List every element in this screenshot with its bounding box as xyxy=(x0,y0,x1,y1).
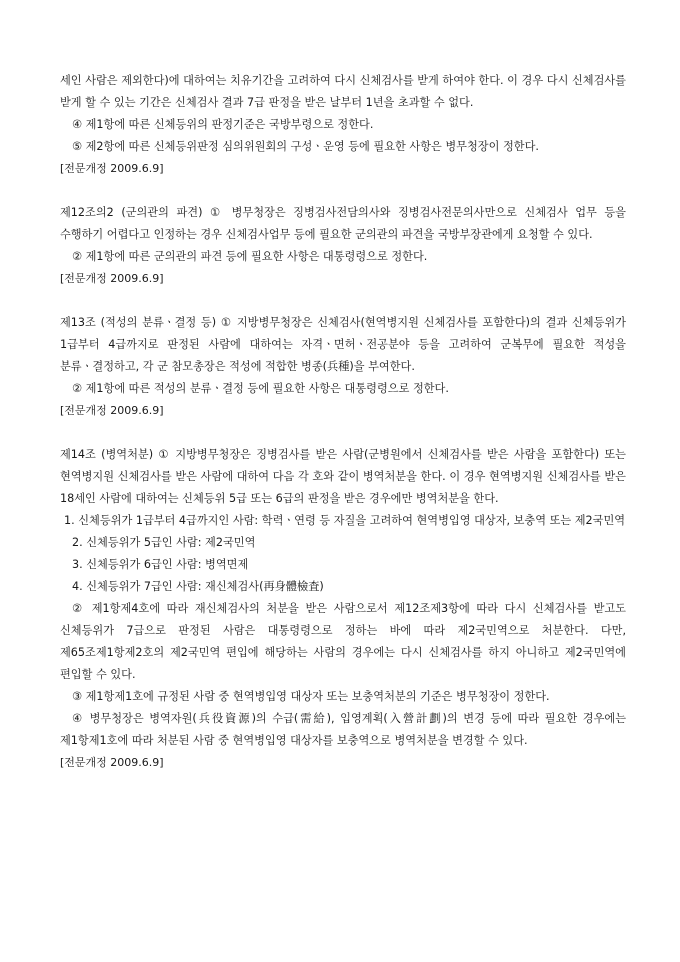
amendment-date: [전문개정 2009.6.9] xyxy=(60,756,164,769)
paragraph-5: ⑤ 제2항에 따른 신체등위판정 심의위원회의 구성ㆍ운영 등에 필요한 사항은 병무청장이 정한다. xyxy=(72,140,539,153)
paragraph-4: ④ 병무청장은 병역자원(兵役資源)의 수급(需給), 입영계획(入營計劃)의 변경 등에 따라 필요한 경우에는 제1항제1호에 따라 처분된 사람 중 현역병입영 대상자를 보충역으로 병역처분을 변경할 수 있다. xyxy=(60,712,626,747)
paragraph-4: ④ 제1항에 따른 신체등위의 판정기준은 국방부령으로 정한다. xyxy=(72,118,374,131)
paragraph: 세인 사람은 제외한다)에 대하여는 치유기간을 고려하여 다시 신체검사를 받게 하여야 한다. 이 경우 다시 신체검사를 받게 할 수 있는 기간은 신체검사 결과 7급 판정을 받은 날부터 1년을 초과할 수 없다. xyxy=(60,74,626,109)
article-heading-paragraph: 제14조 (병역처분) ① 지방병무청장은 징병검사를 받은 사람(군병원에서 신체검사를 받은 사람을 포함한다) 또는 현역병지원 신체검사를 받은 사람에 대하여 다음 각 호와 같이 병역처분을 한다. 이 경우 현역병지원 신체검사를 받은 18세인 사람에 대하여는 신체등위 5급 또는 6급의 판정을 받은 경우에만 병역처분을 한다. xyxy=(60,448,626,505)
article-heading-paragraph: 제13조 (적성의 분류ㆍ결정 등) ① 지방병무청장은 신체검사(현역병지원 신체검사를 포함한다)의 결과 신체등위가 1급부터 4급까지로 판정된 사람에 대하여는 자격ㆍ면허ㆍ전공분야 등을 고려하여 군복무에 필요한 적성을 분류ㆍ결정하고, 각 군 참모총장은 적성에 적합한 병종(兵種)을 부여한다. xyxy=(60,316,626,373)
article-13 xyxy=(60,312,626,422)
block-article-12-continued xyxy=(60,70,626,180)
article-12-2 xyxy=(60,202,626,290)
list-item-4: 4. 신체등위가 7급인 사람: 재신체검사(再身體檢査) xyxy=(72,580,324,593)
paragraph-3: ③ 제1항제1호에 규정된 사람 중 현역병입영 대상자 또는 보충역처분의 기준은 병무청장이 정한다. xyxy=(72,690,550,703)
list-item-2: 2. 신체등위가 5급인 사람: 제2국민역 xyxy=(72,536,256,549)
amendment-date: [전문개정 2009.6.9] xyxy=(60,162,164,175)
document-page xyxy=(60,70,626,774)
amendment-date: [전문개정 2009.6.9] xyxy=(60,404,164,417)
list-item-3: 3. 신체등위가 6급인 사람: 병역면제 xyxy=(72,558,249,571)
amendment-date: [전문개정 2009.6.9] xyxy=(60,272,164,285)
paragraph-2: ② 제1항제4호에 따라 재신체검사의 처분을 받은 사람으로서 제12조제3항에 따라 다시 신체검사를 받고도 신체등위가 7급으로 판정된 사람은 대통령령으로 정하는 바에 따라 제2국민역으로 처분한다. 다만, 제65조제1항제2호의 제2국민역 편입에 해당하는 사람의 경우에는 다시 신체검사를 하지 아니하고 제2국민역에 편입할 수 있다. xyxy=(60,602,626,681)
paragraph-2: ② 제1항에 따른 적성의 분류ㆍ결정 등에 필요한 사항은 대통령령으로 정한다. xyxy=(72,382,449,395)
list-item-1: 1. 신체등위가 1급부터 4급까지인 사람: 학력ㆍ연령 등 자질을 고려하여 현역병입영 대상자, 보충역 또는 제2국민역 xyxy=(64,514,626,527)
article-heading-paragraph: 제12조의2 (군의관의 파견) ① 병무청장은 징병검사전담의사와 징병검사전문의사만으로 신체검사 업무 등을 수행하기 어렵다고 인정하는 경우 신체검사업무 등에 필요한 군의관의 파견을 국방부장관에게 요청할 수 있다. xyxy=(60,206,626,241)
paragraph-2: ② 제1항에 따른 군의관의 파견 등에 필요한 사항은 대통령령으로 정한다. xyxy=(72,250,428,263)
article-14 xyxy=(60,444,626,774)
